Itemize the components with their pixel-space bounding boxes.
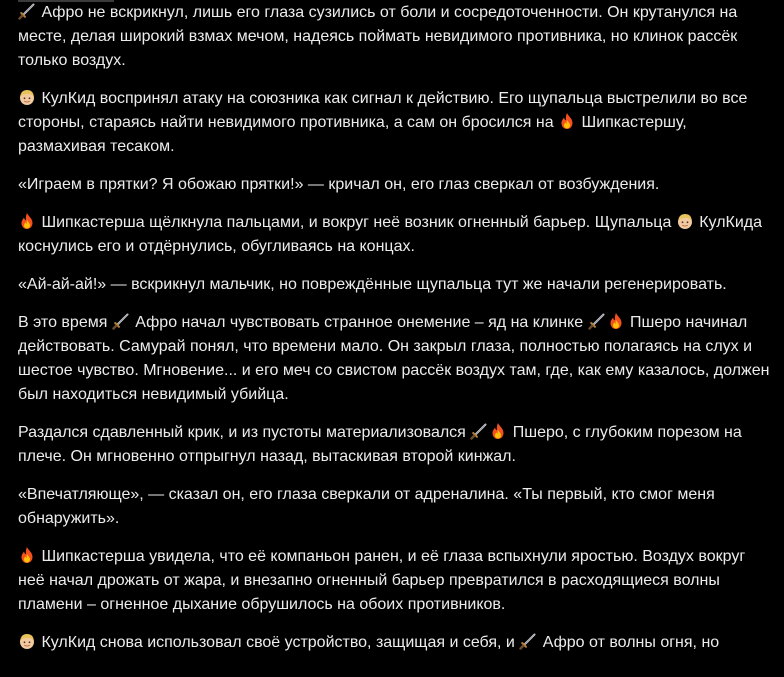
story-text bbox=[18, 1, 770, 669]
dagger-icon bbox=[112, 312, 130, 330]
boy-face-icon bbox=[676, 212, 694, 230]
paragraph-8 bbox=[18, 483, 770, 531]
paragraph-text: Пшеро, с глубоким порезом на плече. Он мгновенно отпрыгнул назад, вытаскивая второй кинжал. bbox=[18, 424, 742, 465]
dagger-icon bbox=[470, 422, 488, 440]
fire-icon bbox=[558, 112, 576, 130]
paragraph-7 bbox=[18, 421, 770, 469]
dagger-icon bbox=[519, 632, 537, 650]
paragraph-6 bbox=[18, 311, 770, 407]
paragraph-text: Афро от волны огня, но bbox=[538, 634, 720, 651]
paragraph-text: КулКид снова использовал своё устройство, защищая и себя, и bbox=[37, 634, 520, 651]
paragraph-text: «Впечатляюще», — сказал он, его глаза сверкали от адреналина. «Ты первый, кто смог меня обнаружить». bbox=[18, 486, 715, 527]
paragraph-10 bbox=[18, 631, 770, 655]
paragraph-text: «Играем в прятки? Я обожаю прятки!» — кричал он, его глаз сверкал от возбуждения. bbox=[18, 176, 660, 193]
fire-icon bbox=[18, 212, 36, 230]
paragraph-text: Раздался сдавленный крик, и из пустоты материализовался bbox=[18, 424, 471, 441]
paragraph-text: Шипкастерша щёлкнула пальцами, и вокруг неё возник огненный барьер. Щупальца bbox=[37, 214, 676, 231]
paragraph-1 bbox=[18, 1, 770, 73]
fire-icon bbox=[607, 312, 625, 330]
paragraph-text: КулКид воспринял атаку на союзника как сигнал к действию. Его щупальца выстрелили во все стороны, стараясь найти невидимого противника, а сам он бросился на bbox=[18, 90, 748, 131]
boy-face-icon bbox=[18, 632, 36, 650]
boy-face-icon bbox=[18, 88, 36, 106]
fire-icon bbox=[489, 422, 507, 440]
paragraph-text: Афро начал чувствовать странное онемение – яд на клинке bbox=[130, 314, 588, 331]
paragraph-text: В это время bbox=[18, 314, 112, 331]
paragraph-9 bbox=[18, 545, 770, 617]
paragraph-text: Афро не вскрикнул, лишь его глаза сузились от боли и сосредоточенности. Он крутанулся на месте, делая широкий взмах мечом, надеясь поймать невидимого противника, но клинок рассёк только воздух. bbox=[18, 4, 738, 69]
dagger-icon bbox=[588, 312, 606, 330]
paragraph-text: «Ай-ай-ай!» — вскрикнул мальчик, но повреждённые щупальца тут же начали регенерировать. bbox=[18, 276, 727, 293]
paragraph-text: Пшеро начинал действовать. Самурай понял, что времени мало. Он закрыл глаза, полностью полагаясь на слух и шестое чувство. Мгновение... и его меч со свистом рассёк воздух там, где, как ему казалось, должен был находиться невидимый убийца. bbox=[18, 314, 770, 403]
paragraph-4 bbox=[18, 211, 770, 259]
paragraph-text: Шипкастершу, размахивая тесаком. bbox=[18, 114, 687, 155]
paragraph-text: Шипкастерша увидела, что её компаньон ранен, и её глаза вспыхнули яростью. Воздух вокруг неё начал дрожать от жара, и внезапно огненный барьер превратился в расходящиеся волны пламени – огненное дыхание обрушилось на обоих противников. bbox=[18, 548, 746, 613]
fire-icon bbox=[18, 546, 36, 564]
paragraph-5 bbox=[18, 273, 770, 297]
paragraph-2 bbox=[18, 87, 770, 159]
paragraph-text: КулКида коснулись его и отдёрнулись, обугливаясь на концах. bbox=[18, 214, 763, 255]
paragraph-3 bbox=[18, 173, 770, 197]
dagger-icon bbox=[18, 2, 36, 20]
